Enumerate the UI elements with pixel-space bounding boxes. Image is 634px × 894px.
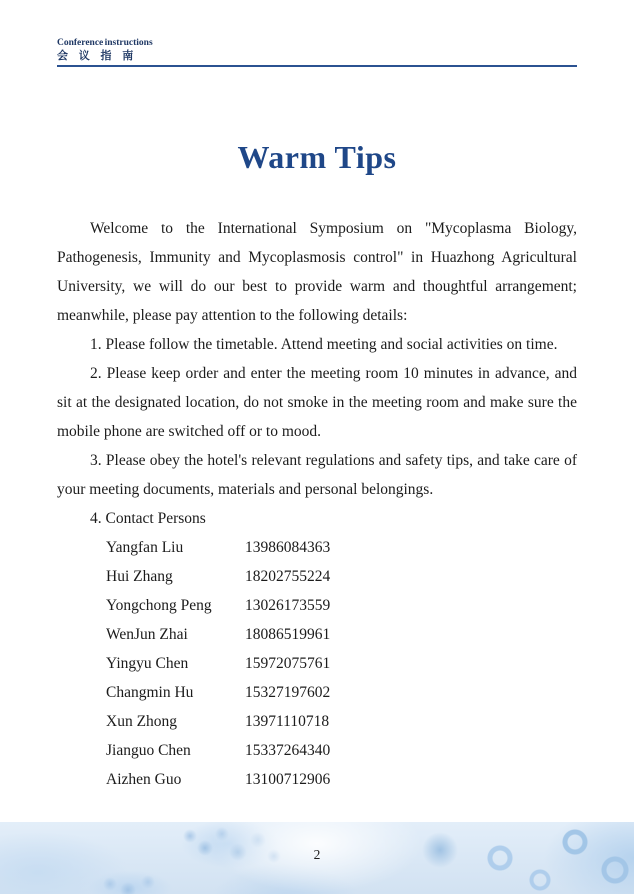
contact-row [106,591,577,620]
contact-phone: 13986084363 [245,539,331,556]
contact-name: Jianguo Chen [106,742,191,759]
contact-name: Yangfan Liu [106,539,184,556]
contact-phone: 15337264340 [245,742,331,759]
contact-list [106,533,577,794]
page-header [57,38,577,67]
contact-phone: 18086519961 [245,626,331,643]
header-title-en: Conference instructions [57,38,153,48]
contact-row [106,649,577,678]
contact-name: Yingyu Chen [106,655,189,672]
contact-phone: 15972075761 [245,655,331,672]
list-item-4: 4. Contact Persons [90,510,206,527]
contact-phone: 13971110718 [245,713,330,730]
contact-name: WenJun Zhai [106,626,188,643]
contact-row [106,562,577,591]
contact-row [106,765,577,794]
contact-name: Aizhen Guo [106,771,182,788]
contact-name: Hui Zhang [106,568,173,585]
contact-row [106,620,577,649]
contact-phone: 18202755224 [245,568,331,585]
contact-name: Changmin Hu [106,684,194,701]
list-item-3: 3. Please obey the hotel's relevant regulations and safety tips, and take care of your meeting documents, materials and personal belongings. [57,452,577,498]
contact-name: Yongchong Peng [106,597,212,614]
contact-row [106,736,577,765]
page-title: Warm Tips [237,139,397,175]
intro-paragraph: Welcome to the International Symposium on "Mycoplasma Biology, Pathogenesis, Immunity and Mycoplasmosis control" in Huazhong Agricultural University, we will do our best to provide warm and thoughtful arrangement; meanwhile, please pay attention to the following details: [57,220,577,324]
page-number: 2 [313,847,321,862]
contact-row [106,678,577,707]
list-item-2: 2. Please keep order and enter the meeting room 10 minutes in advance, and sit at the designated location, do not smoke in the meeting room and make sure the mobile phone are switched off or to mood. [57,365,577,440]
list-item-1: 1. Please follow the timetable. Attend meeting and social activities on time. [90,336,558,353]
contact-phone: 13026173559 [245,597,331,614]
header-rule [57,65,577,67]
contact-name: Xun Zhong [106,713,178,730]
contact-phone: 13100712906 [245,771,331,788]
document-body [57,214,577,794]
contact-row [106,533,577,562]
header-title-zh: 会 议 指 南 [57,50,138,62]
contact-row [106,707,577,736]
contact-phone: 15327197602 [245,684,331,701]
